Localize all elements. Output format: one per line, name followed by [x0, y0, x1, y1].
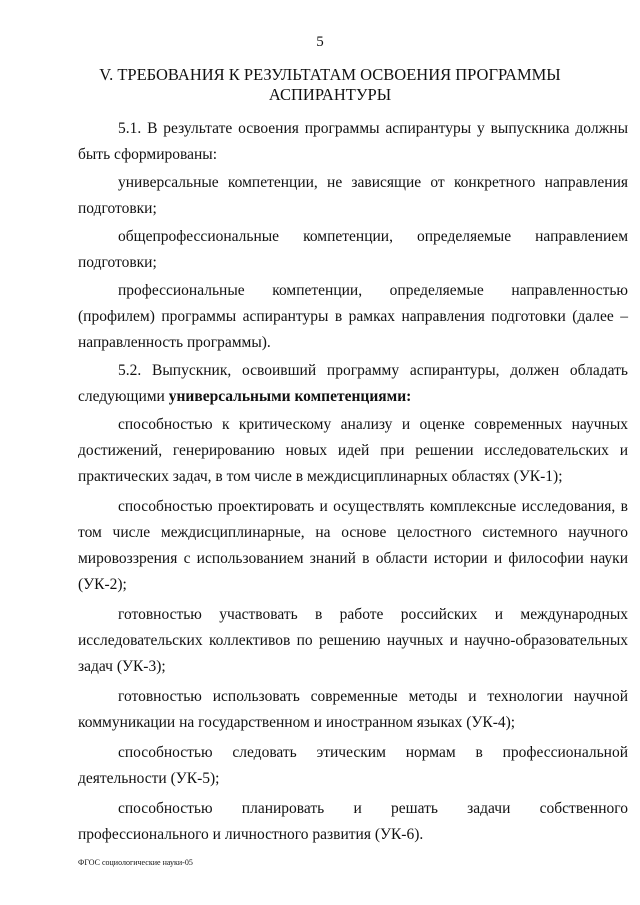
section-heading-line-2: АСПИРАНТУРЫ [268, 85, 392, 104]
page-footer: ФГОС социологические науки-05 [78, 858, 193, 867]
paragraph-uk-2: способностью проектировать и осуществлять комплексные исследования, в том числе междисциплинарные, на основе целостного системного научного мировоззрения с использованием знаний в области истории и философии науки (УК-2); [78, 498, 628, 593]
section-heading-line-1: V. ТРЕБОВАНИЯ К РЕЗУЛЬТАТАМ ОСВОЕНИЯ ПРОГРАММЫ [99, 65, 561, 84]
paragraph-professional-competencies: профессиональные компетенции, определяемые направленностью (профилем) программы аспирантуры в рамках направления подготовки (далее – направленность программы). [78, 282, 628, 351]
paragraph-uk-3: готовностью участвовать в работе российских и международных исследовательских коллективов по решению научных и научно-образовательных задач (УК-3); [78, 606, 628, 675]
paragraph-uk-1: способностью к критическому анализу и оценке современных научных достижений, генерированию новых идей при решении исследовательских и практических задач, в том числе в междисциплинарных областях (УК-1); [78, 416, 628, 485]
paragraph-5-1: 5.1. В результате освоения программы аспирантуры у выпускника должны быть сформированы: [78, 120, 628, 163]
paragraph-uk-6: способностью планировать и решать задачи собственного профессионального и личностного развития (УК-6). [78, 800, 628, 843]
paragraph-uk-5: способностью следовать этическим нормам в профессиональной деятельности (УК-5); [78, 744, 628, 787]
paragraph-5-2 [78, 358, 628, 410]
paragraph-universal-competencies: универсальные компетенции, не зависящие от конкретного направления подготовки; [78, 174, 628, 217]
body-text [78, 116, 628, 848]
paragraph-general-professional-competencies: общепрофессиональные компетенции, определяемые направлением подготовки; [78, 228, 628, 271]
section-heading [90, 65, 570, 105]
paragraph-5-2-colon: : [406, 388, 412, 405]
paragraph-uk-4: готовностью использовать современные методы и технологии научной коммуникации на государственном и иностранном языках (УК-4); [78, 688, 628, 731]
paragraph-5-2-text: 5.2. Выпускник, освоивший программу аспирантуры, должен обладать следующими [78, 362, 628, 405]
page-number: 5 [316, 34, 324, 50]
paragraph-5-2-bold: универсальными компетенциями [168, 388, 407, 405]
